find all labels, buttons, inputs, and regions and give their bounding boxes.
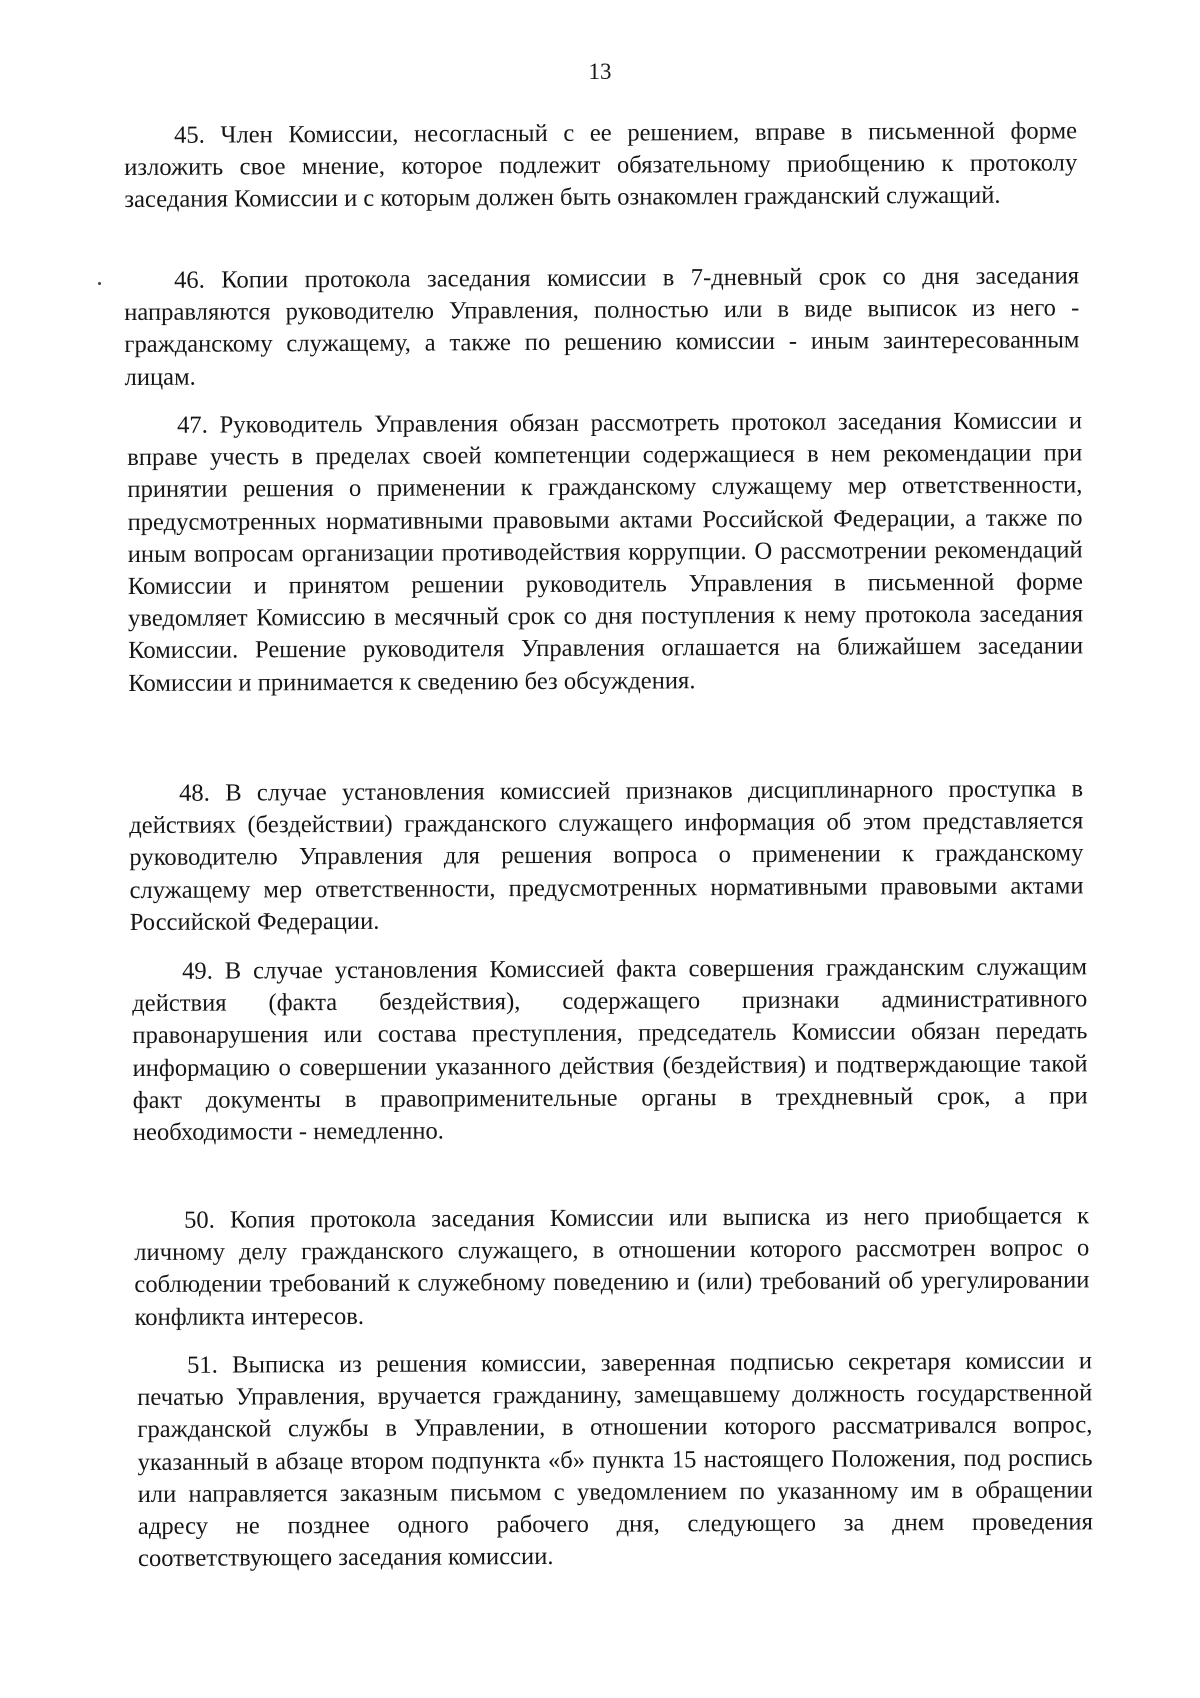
page-number: 13 <box>588 59 612 84</box>
scan-speck <box>98 282 101 285</box>
paragraph-47: 47. Руководитель Управления обязан рассмотреть протокол заседания Комиссии и вправе учесть в пределах своей компетенции содержащиеся в нем рекомендации при принятии решения о применении к гражданскому служащему мер ответственности, предусмотренных нормативными правовыми актами Российской Федерации, а также по иным вопросам организации противодействия коррупции. О рассмотрении рекомендаций Комиссии и принятом решении руководитель Управления в письменной форме уведомляет Комиссию в месячный срок со дня поступления к нему протокола заседания Комиссии. Решение руководителя Управления оглашается на ближайшем заседании Комиссии и принимается к сведению без обсуждения. <box>127 406 1084 697</box>
paragraph-46: 46. Копии протокола заседания комиссии в 7-дневный срок со дня заседания направляются руководителю Управления, полностью или в виде выписок из него - гражданскому служащему, а также по решению комиссии - иным заинтересованным лицам. <box>124 261 1080 391</box>
paragraph-50: 50. Копия протокола заседания Комиссии или выписка из него приобщается к личному делу гражданского служащего, в отношении которого рассмотрен вопрос о соблюдении требований к служебному поведению и (или) требований об урегулировании конфликта интересов. <box>134 1201 1090 1331</box>
paragraph-48: 48. В случае установления комиссией признаков дисциплинарного проступка в действиях (бездействии) гражданского служащего информация об этом представляется руководителю Управления для решения вопроса о применении к гражданскому служащему мер ответственности, предусмотренных нормативными правовыми актами Российской Федерации. <box>129 774 1084 936</box>
paragraph-51: 51. Выписка из решения комиссии, заверенная подписью секретаря комиссии и печатью Управления, вручается гражданину, замещавшему должность государственной гражданской службы в Управлении, в отношении которого рассматривался вопрос, указанный в абзаце втором подпункта «б» пункта 15 настоящего Положения, под роспись или направляется заказным письмом с уведомлением по указанному им в обращении адресу не позднее одного рабочего дня, следующего за днем проведения соответствующего заседания комиссии. <box>137 1346 1093 1572</box>
paragraph-49: 49. В случае установления Комиссией факта совершения гражданским служащим действия (факта бездействия), содержащего признаки административного правонарушения или состава преступления, председатель Комиссии обязан передать информацию о совершении указанного действия (бездействия) и подтверждающие такой факт документы в правоприменительные органы в трехдневный срок, а при необходимости - немедленно. <box>132 952 1088 1146</box>
paragraph-45: 45. Член Комиссии, несогласный с ее решением, вправе в письменной форме изложить свое мнение, которое подлежит обязательному приобщению к протоколу заседания Комиссии и с которым должен быть ознакомлен гражданский служащий. <box>124 116 1078 213</box>
